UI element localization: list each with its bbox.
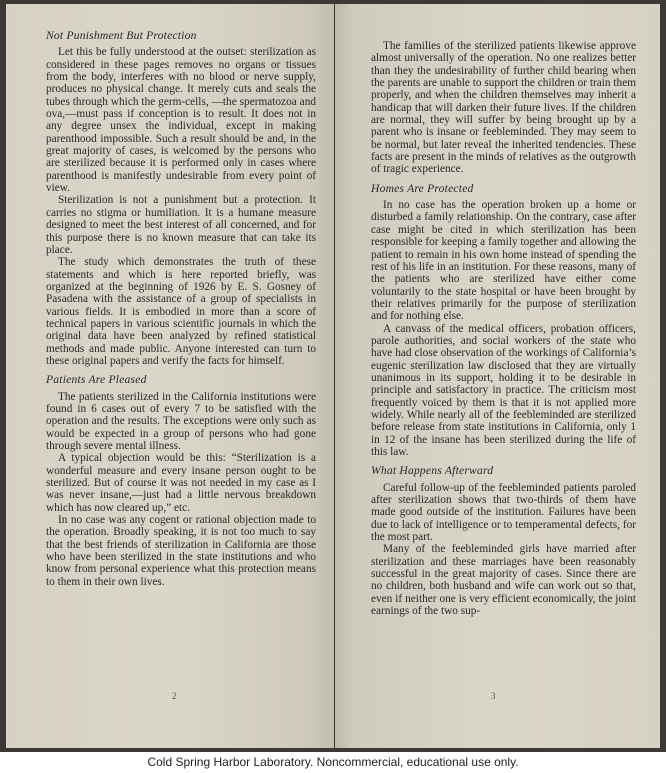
section-heading: Not Punishment But Protection — [46, 29, 197, 42]
paragraph: The patients sterilized in the California institutions were found in 6 cases out of every 7 to be satisfied with the operation and the results. The exceptions were only such as would be expected in a group of persons who had gone through severe mental illness. — [46, 390, 316, 452]
paragraph: A canvass of the medical officers, probation officers, parole authorities, and social workers of the state who have had close observation of the workings of California’s eugenic sterilization law disclosed that they are virtually unanimous in its support, holding it to be desirable in principle and satisfactory in practice. The criticism most frequently voiced by them is that it is not applied more widely. While nearly all of the feebleminded are sterilized before release from state institutions in California, only 1 in 12 of the insane has been sterilized during the life of this law. — [371, 322, 636, 458]
right-page — [335, 4, 660, 748]
archive-credit: Cold Spring Harbor Laboratory. Noncommercial, educational use only. — [147, 755, 519, 769]
section-heading: Patients Are Pleased — [46, 373, 147, 387]
section-heading: Homes Are Protected — [371, 181, 474, 195]
section-heading: What Happens Afterward — [371, 464, 494, 478]
paragraph: In no case has the operation broken up a home or disturbed a family relationship. On the contrary, case after case might be cited in which sterilization has been responsible for keeping a family together and allowing the patient to remain in his own home instead of spending the rest of his life in an institution. For these reasons, many of the patients who are sterilized have either come voluntarily to the state hospital or have been brought by their relatives primarily for the purpose of sterilization and for nothing else. — [371, 199, 636, 323]
paragraph: Careful follow-up of the feebleminded patients paroled after sterilization shows that two-thirds of them have made good outside of the institution. Failures have been due to lack of intelligence or to temperamental defects, for the most part. — [371, 481, 636, 544]
page-number: 3 — [491, 690, 496, 701]
paragraph: In no case was any cogent or rational objection made to the operation. Broadly speaking, it is not too much to say that the best friends of sterilization in California are those who have been sterilized in the state institutions and who know from personal experience what this protection means to them in their own lives. — [46, 514, 316, 588]
paragraph: The study which demonstrates the truth of these statements and which is here reported briefly, was organized at the beginning of 1926 by E. S. Gosney of Pasadena with the assistance of a group of specialists in various fields. It is embodied in more than a score of technical papers in various scientific journals in which the original data have been analyzed by refined statistical methods and made public. Anyone interested can turn to these original papers and verify the facts for himself. — [46, 256, 316, 367]
paragraph: The families of the sterilized patients likewise approve almost universally of the operation. No one realizes better than they the undesirability of further child bearing when the parents are unable to support the children or train them properly, and when the children themselves may inherit a handicap that will darken their future lives. If the children are normal, they will suffer by being brought up by a parent who is insane or feebleminded. They may seem to be normal, but later reveal the inherited tendencies. These facts are present in the minds of relatives as the outgrowth of tragic experience. — [371, 40, 636, 176]
page-number: 2 — [172, 690, 177, 701]
paragraph: A typical objection would be this: “Sterilization is a wonderful measure and every insane person ought to be sterilized. But of course it was not needed in my case as I was never insane,—just had a little nervous breakdown which has now cleared up,” etc. — [46, 452, 316, 514]
paragraph: Many of the feebleminded girls have married after sterilization and these marriages have been reasonably successful in the great majority of cases. Since there are no children, both husband and wife can work out so that, even if neither one is very efficient economically, the joint earnings of the two sup- — [371, 543, 636, 618]
paragraph: Sterilization is not a punishment but a protection. It carries no stigma or humiliation. It is a humane measure designed to meet the best interest of all concerned, and for this purpose there is no known measure that can take its place. — [46, 194, 316, 256]
paragraph: Let this be fully understood at the outset: sterilization as considered in these pages removes no organs or tissues from the body, interferes with no blood or nerve supply, produces no physical change. It merely cuts and seals the tubes through which the germ-cells, —the spermatozoa and ova,—must pass if conception is to result. It does not in any degree unsex the individual, except in making parenthood impossible. Such a result should be and, in the great majority of cases, is welcomed by the persons who are sterilized because it is performed only in cases where parenthood is manifestly undesirable from every point of view. — [46, 46, 316, 195]
left-page — [6, 4, 334, 748]
